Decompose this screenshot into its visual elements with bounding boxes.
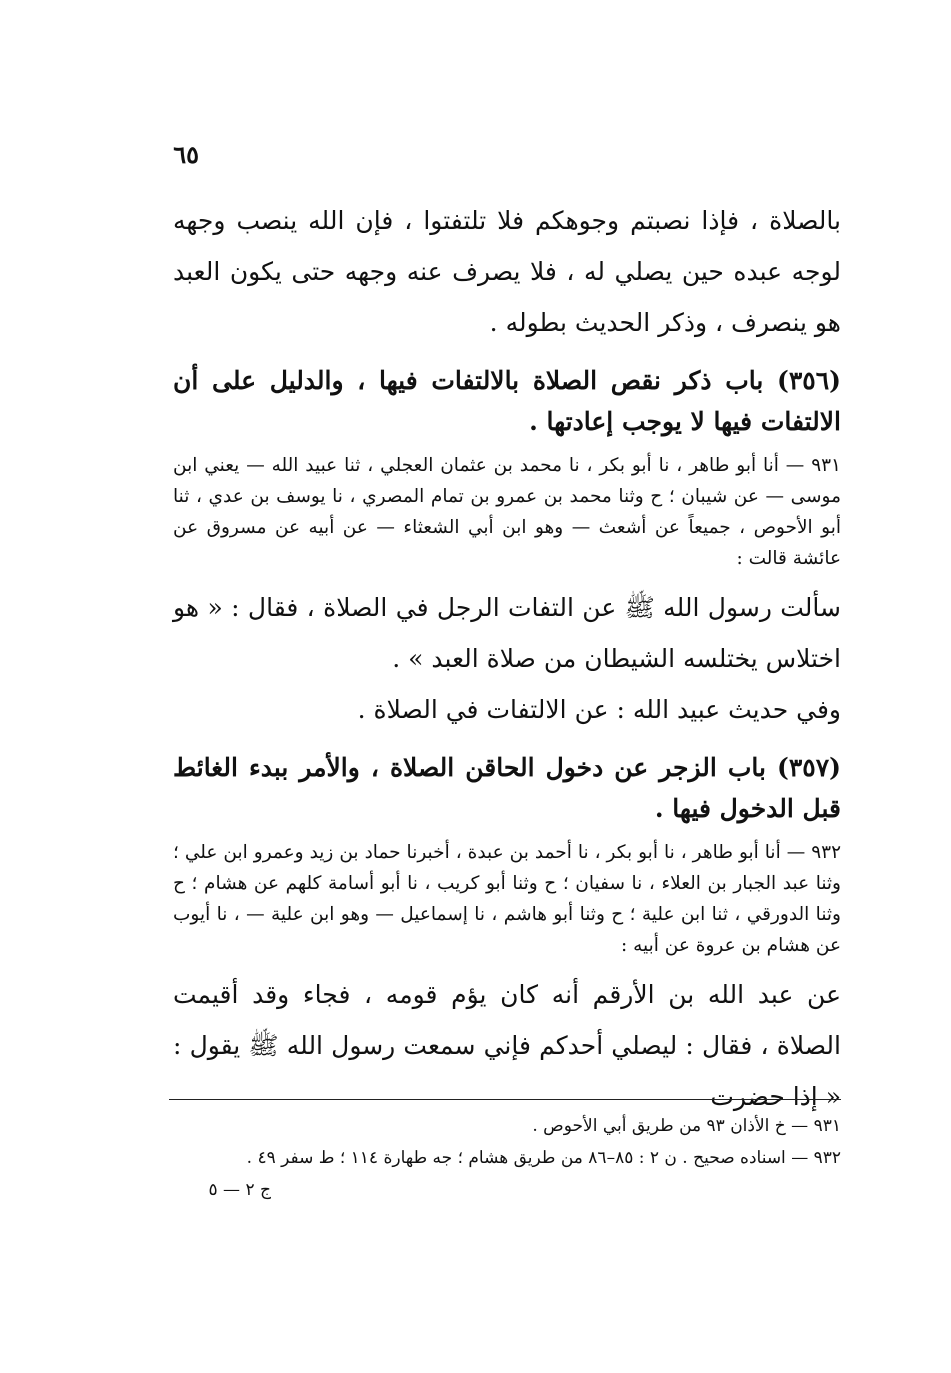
hadith-932-isnad: ٩٣٢ — أنا أبو طاهر ، نا أبو بكر ، نا أحمد بن عبدة ، أخبرنا حماد بن زيد وعمرو ابن علي ؛ وثنا عبد الجبار بن العلاء ، نا سفيان ؛ ح وثنا أبو كريب ، نا أبو أسامة كلهم عن هشام ؛ ح وثنا الدورقي ، ثنا ابن علية ؛ ح وثنا أبو هاشم ، نا إسماعيل — وهو ابن علية — ، نا أيوب عن هشام بن عروة عن أبيه : xyxy=(173,842,842,956)
continuation-paragraph: بالصلاة ، فإذا نصبتم وجوهكم فلا تلتفتوا ، فإن الله ينصب وجهه لوجه عبده حين يصلي له ، فلا يصرف عنه وجهه حتى يكون العبد هو ينصرف ، وذكر الحديث بطوله . xyxy=(173,206,841,337)
hadith-931-text: سألت رسول الله ﷺ عن التفات الرجل في الصلاة ، فقال : « هو اختلاس يختلسه الشيطان من صلاة العبد » . xyxy=(173,593,841,673)
hadith-931-isnad: ٩٣١ — أنا أبو طاهر ، نا أبو بكر ، نا محمد بن عثمان العجلي ، ثنا عبيد الله — يعني ابن موسى — عن شيبان ؛ ح وثنا محمد بن عمرو بن تمام المصري ، نا يوسف بن عدي ، ثنا أبو الأحوص ، جميعاً عن أشعث — وهو ابن أبي الشعثاء — عن أبيه عن مسروق عن عائشة قالت : xyxy=(173,455,841,569)
page-number: ٦٥ xyxy=(173,140,199,169)
footnotes xyxy=(169,1110,841,1174)
footnote-931: ٩٣١ — خ الأذان ٩٣ من طريق أبي الأحوص . xyxy=(532,1116,841,1136)
chapter-heading-357: (٣٥٧) باب الزجر عن دخول الحاقن الصلاة ، والأمر ببدء الغائط قبل الدخول فيها . xyxy=(173,753,841,823)
chapter-heading-356: (٣٥٦) باب ذكر نقص الصلاة بالالتفات فيها ، والدليل على أن الالتفات فيها لا يوجب إعادتها . xyxy=(173,366,841,436)
main-text xyxy=(173,195,841,1122)
footnote-divider xyxy=(169,1099,841,1100)
footnote-932: ٩٣٢ — اسناده صحيح . ن ٢ : ٨٥–٨٦ من طريق هشام ؛ جه طهارة ١١٤ ؛ ط سفر ٤٩ . xyxy=(246,1148,841,1168)
sheet-signature: ج ٢ — ٥ xyxy=(208,1180,271,1200)
hadith-931-note: وفي حديث عبيد الله : عن الالتفات في الصلاة . xyxy=(357,695,841,724)
hadith-932-text: عن عبد الله بن الأرقم أنه كان يؤم قومه ، فجاء وقد أقيمت الصلاة ، فقال : ليصلي أحدكم فإني سمعت رسول الله ﷺ يقول : « إذا حضرت xyxy=(173,980,841,1111)
